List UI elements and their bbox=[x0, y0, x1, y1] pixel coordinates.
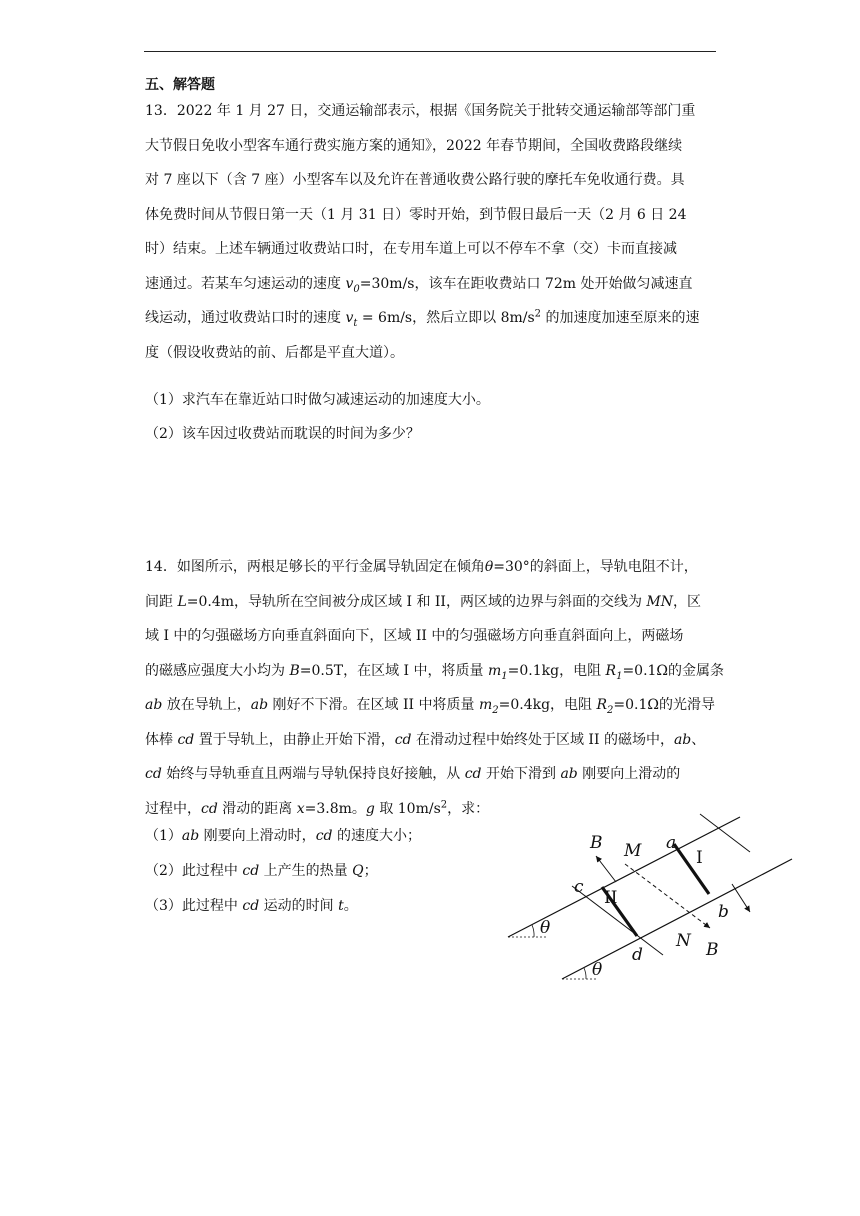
header-rule bbox=[144, 51, 716, 52]
q13-line-3: 对 7 座以下（含 7 座）小型客车以及允许在普通收费公路行驶的摩托车免收通行费。具 bbox=[145, 172, 685, 188]
q14-line-1: 14．如图所示，两根足够长的平行金属导轨固定在倾角θ=30°的斜面上，导轨电阻不计， bbox=[145, 559, 698, 575]
q13-line-2: 大节假日免收小型客车通行费实施方案的通知》，2022 年春节期间，全国收费路段继续 bbox=[145, 137, 683, 154]
q14-line-7: cd 始终与导轨垂直且两端与导轨保持良好接触，从 cd 开始下滑到 ab 刚要向上滑动的 bbox=[145, 766, 681, 782]
q13-line-5: 时）结束。上述车辆通过收费站口时，在专用车道上可以不停车不拿（交）卡而直接减 bbox=[145, 241, 677, 257]
divider-line-right bbox=[700, 814, 750, 852]
label-n: N bbox=[676, 931, 691, 951]
label-region-i: I bbox=[696, 848, 703, 868]
label-theta-2: θ bbox=[592, 960, 603, 980]
q14-line-5: ab 放在导轨上，ab 刚好不下滑。在区域 II 中将质量 $m_2=0.4kg$，电阻 $R_2=0.1\Omega$的光滑导 bbox=[145, 697, 716, 716]
q14-sub-1: （1）ab 刚要向上滑动时，cd 的速度大小； bbox=[145, 828, 421, 844]
q14-sub-3: （3）此过程中 cd 运动的时间 t。 bbox=[145, 898, 358, 914]
q13-sub-2: （2）该车因过收费站而耽误的时间为多少？ bbox=[145, 426, 420, 442]
boundary-mn bbox=[625, 864, 710, 928]
label-b-bottom: B bbox=[706, 940, 719, 960]
q13-line-6: 速通过。若某车匀速运动的速度 $v_0=30m/s$，该车在距收费站口 72m 处开始做匀减速直 bbox=[145, 275, 693, 295]
q14-sub-2: （2）此过程中 cd 上产生的热量 Q； bbox=[145, 863, 378, 879]
q14-line-4: 的磁感应强度大小均为 B=0.5T，在区域 I 中，将质量 $m_1=0.1kg$，电阻 $R_1=0.1\Omega$的金属条 bbox=[145, 662, 725, 682]
label-c: c bbox=[574, 877, 584, 897]
section-title: 五、解答题 bbox=[145, 77, 215, 93]
q14-line-8: 过程中，cd 滑动的距离 x=3.8m。g 取 $10m/s^2$，求： bbox=[145, 798, 490, 817]
q14-line-6: 体棒 cd 置于导轨上，由静止开始下滑，cd 在滑动过程中始终处于区域 II 的磁场中，ab、 bbox=[145, 731, 706, 748]
label-region-ii: II bbox=[604, 888, 618, 908]
b-arrow-up bbox=[596, 856, 616, 882]
b-arrow-down bbox=[732, 884, 750, 912]
divider-line-left bbox=[572, 886, 663, 955]
q13-line-4: 体免费时间从节假日第一天（1 月 31 日）零时开始，到节假日最后一天（2 月 6 日 24 bbox=[145, 206, 687, 223]
label-b-top: B bbox=[590, 833, 603, 853]
question-14 bbox=[145, 550, 725, 826]
rail-diagram bbox=[500, 800, 800, 985]
q13-line-8: 度（假设收费站的前、后都是平直大道）。 bbox=[145, 344, 404, 361]
question-13 bbox=[145, 94, 717, 370]
label-d: d bbox=[632, 945, 643, 965]
q13-sub-1: （1）求汽车在靠近站口时做匀减速运动的加速度大小。 bbox=[145, 392, 490, 408]
rod-ab bbox=[674, 844, 709, 894]
q14-line-3: 域 I 中的匀强磁场方向垂直斜面向下，区域 II 中的匀强磁场方向垂直斜面向上，两磁场 bbox=[145, 628, 684, 644]
q13-line-7: 线运动，通过收费站口时的速度 $v_t = 6m/s$，然后立即以 $8m/s^2$ 的加速度加速至原来的速 bbox=[145, 308, 700, 329]
q14-line-2: 间距 L=0.4m，导轨所在空间被分成区域 I 和 II，两区域的边界与斜面的交线为 MN，区 bbox=[145, 593, 702, 610]
label-a: a bbox=[666, 833, 677, 853]
q13-line-1: 13．2022 年 1 月 27 日，交通运输部表示，根据《国务院关于批转交通运输部等部门重 bbox=[145, 103, 696, 119]
label-theta-1: θ bbox=[540, 918, 551, 938]
label-m: M bbox=[624, 841, 642, 861]
label-b: b bbox=[718, 902, 729, 922]
